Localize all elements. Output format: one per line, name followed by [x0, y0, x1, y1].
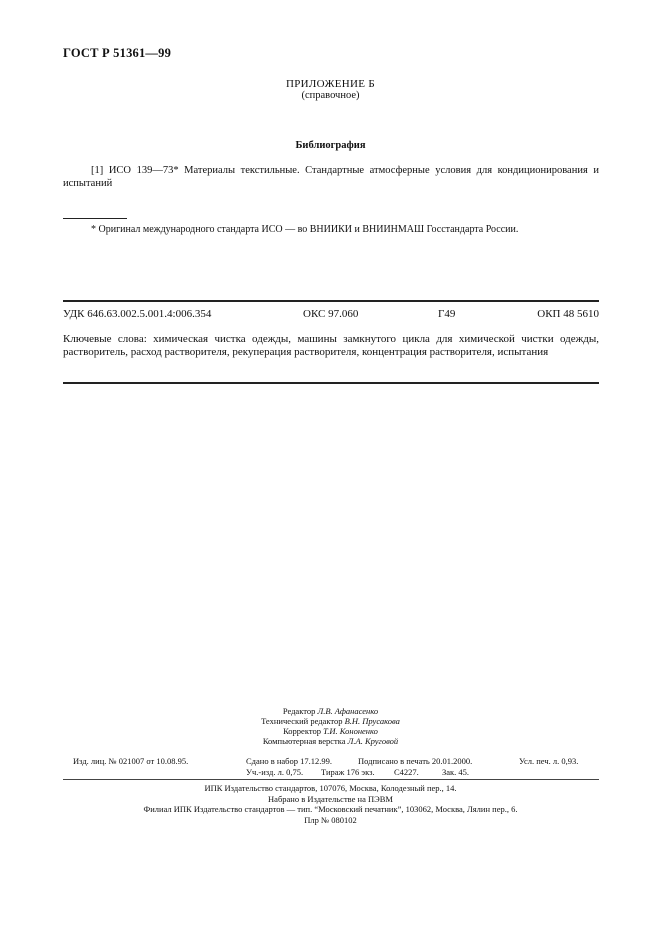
credit-layout-label: Компьютерная верстка	[262, 736, 346, 746]
publisher-line-3: Филиал ИПК Издательство стандартов — тип. “Московский печатник”, 103062, Москва, Лялин пер., 6.	[143, 804, 518, 814]
credit-corrector-name: Т.И. Кононенко	[323, 726, 378, 736]
bibliography-entry: [1] ИСО 139—73* Материалы текстильные. Стандартные атмосферные условия для кондиционирования и испытаний	[63, 165, 599, 189]
standard-code: ГОСТ Р 51361—99	[63, 46, 172, 60]
okp-code: ОКП 48 5610	[537, 308, 599, 320]
credit-tech-editor	[0, 716, 661, 726]
classification-row	[63, 308, 599, 322]
pub-copies: Тираж 176 экз.	[321, 767, 375, 777]
credit-editor-label: Редактор	[282, 706, 316, 716]
keywords-bottom-rule	[63, 382, 599, 384]
appendix-subtitle: (справочное)	[301, 90, 360, 101]
pub-order: Зак. 45.	[442, 767, 470, 777]
publisher-line-4: Плр № 080102	[304, 815, 357, 825]
publisher-line-1: ИПК Издательство стандартов, 107076, Москва, Колодезный пер., 14.	[204, 783, 457, 793]
classification-top-rule	[63, 300, 599, 302]
group-code: Г49	[438, 308, 456, 320]
pub-license: Изд. лиц. № 021007 от 10.08.95.	[73, 756, 189, 766]
publisher-top-rule	[63, 779, 599, 780]
credit-corrector	[0, 726, 661, 736]
pub-signed: Подписано в печать 20.01.2000.	[358, 756, 473, 766]
pub-print-sheets: Усл. печ. л. 0,93.	[519, 756, 579, 766]
keywords: Ключевые слова: химическая чистка одежды, машины замкнутого цикла для химической чистки одежды, растворитель, расход растворителя, рекуперация растворителя, концентрация растворителя, испытания	[63, 333, 599, 358]
credit-tech-editor-label: Технический редактор	[261, 716, 343, 726]
pub-submitted: Сдано в набор 17.12.99.	[246, 756, 332, 766]
credit-editor-name: Л.В. Афанасенко	[317, 706, 379, 716]
appendix-title: ПРИЛОЖЕНИЕ Б	[286, 78, 375, 90]
footnote: * Оригинал международного стандарта ИСО — во ВНИИКИ и ВНИИНМАШ Госстандарта России.	[91, 224, 519, 235]
pub-pub-sheets: Уч.-изд. л. 0,75.	[246, 767, 304, 777]
credit-corrector-label: Корректор	[283, 726, 321, 736]
credit-tech-editor-name: В.Н. Прусакова	[344, 716, 400, 726]
credit-layout-name: Л.А. Круговой	[347, 736, 399, 746]
oks-code: ОКС 97.060	[303, 308, 359, 320]
udk-code: УДК 646.63.002.5.001.4:006.354	[63, 308, 212, 320]
credit-layout	[0, 736, 661, 746]
publisher-line-2: Набрано в Издательстве на ПЭВМ	[268, 794, 393, 804]
credit-editor	[0, 706, 661, 716]
bibliography-heading: Библиография	[295, 140, 366, 151]
footnote-divider	[63, 218, 127, 219]
pub-order-code: С4227.	[394, 767, 419, 777]
